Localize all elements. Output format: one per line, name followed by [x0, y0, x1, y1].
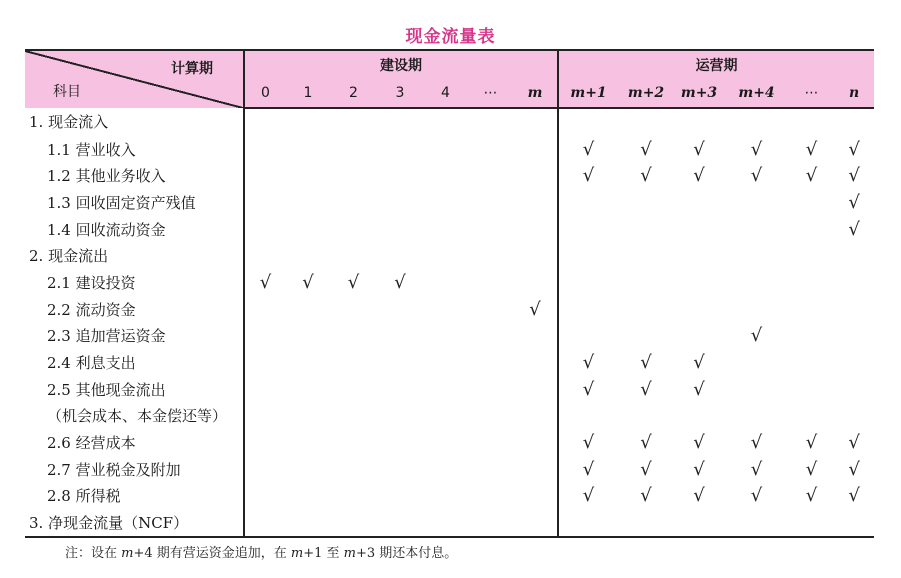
check-cell: √ — [582, 378, 595, 400]
check-cell — [286, 429, 330, 456]
check-cell — [468, 483, 513, 510]
check-cell: √ — [640, 485, 652, 507]
check-cell — [558, 403, 618, 430]
check-cell — [423, 136, 468, 163]
check-cell — [286, 376, 330, 403]
check-cell — [558, 296, 618, 323]
row-label: 2.5 其他现金流出 — [25, 376, 244, 403]
check-cell — [834, 296, 874, 323]
check-cell: √ — [848, 138, 860, 160]
row-label: 2.8 所得税 — [25, 483, 244, 510]
check-cell — [674, 216, 724, 243]
check-cell — [330, 349, 377, 376]
check-cell — [558, 269, 618, 296]
note-text: +1 至 — [303, 546, 344, 561]
check-cell — [330, 242, 377, 269]
check-cell: √ — [582, 485, 595, 507]
check-cell — [513, 456, 558, 483]
check-cell — [724, 189, 789, 216]
check-cell: √ — [640, 138, 652, 160]
check-cell — [513, 509, 558, 537]
check-cell — [513, 162, 558, 189]
check-cell: √ — [582, 352, 595, 374]
check-cell — [244, 108, 286, 136]
check-cell — [244, 349, 286, 376]
check-cell — [423, 349, 468, 376]
check-cell — [330, 509, 377, 537]
check-cell — [244, 136, 286, 163]
check-cell — [558, 242, 618, 269]
table-row — [25, 269, 874, 296]
item-label: 科目 — [53, 84, 81, 100]
period-header-cell: m+3 — [674, 79, 724, 108]
check-cell — [834, 108, 874, 136]
check-cell — [558, 323, 618, 350]
check-cell: √ — [640, 458, 652, 480]
check-cell — [674, 108, 724, 136]
table-row — [25, 349, 874, 376]
check-cell — [724, 269, 789, 296]
check-cell — [286, 242, 330, 269]
check-cell — [286, 349, 330, 376]
check-cell — [513, 136, 558, 163]
check-cell — [789, 349, 834, 376]
row-label: 2.1 建设投资 — [25, 269, 244, 296]
check-cell — [286, 216, 330, 243]
check-cell — [618, 269, 674, 296]
check-cell — [377, 242, 423, 269]
check-cell: √ — [640, 352, 652, 374]
check-cell — [423, 269, 468, 296]
note-text: +3 期还本付息。 — [356, 546, 458, 561]
note-text: +4 期有营运资金追加，在 — [133, 546, 291, 561]
check-cell — [423, 189, 468, 216]
table-row — [25, 376, 874, 403]
check-cell: √ — [848, 165, 860, 187]
check-cell — [286, 456, 330, 483]
row-label: （机会成本、本金偿还等） — [25, 403, 244, 430]
check-cell — [330, 456, 377, 483]
table-row — [25, 189, 874, 216]
check-cell — [423, 296, 468, 323]
check-cell — [724, 509, 789, 537]
cash-flow-table — [25, 49, 874, 538]
check-cell — [423, 403, 468, 430]
table-row — [25, 509, 874, 537]
check-cell — [244, 483, 286, 510]
check-cell: √ — [582, 138, 595, 160]
period-header-cell: m+4 — [724, 79, 789, 108]
check-cell — [789, 296, 834, 323]
construction-period-header: 建设期 — [244, 50, 558, 79]
check-cell — [468, 296, 513, 323]
check-cell — [618, 323, 674, 350]
check-cell — [724, 403, 789, 430]
check-cell — [244, 323, 286, 350]
table-row — [25, 242, 874, 269]
check-cell: √ — [805, 432, 818, 454]
check-cell — [834, 349, 874, 376]
row-label: 1.4 回收流动资金 — [25, 216, 244, 243]
check-cell: √ — [693, 352, 705, 374]
table-row — [25, 429, 874, 456]
row-label: 2.3 追加营运资金 — [25, 323, 244, 350]
table-row — [25, 108, 874, 136]
check-cell — [513, 189, 558, 216]
period-header-cell: ⋯ — [789, 79, 834, 108]
check-cell — [789, 242, 834, 269]
check-cell — [558, 509, 618, 537]
check-cell: √ — [805, 138, 818, 160]
check-cell: √ — [693, 432, 705, 454]
check-cell: √ — [513, 296, 558, 323]
check-cell — [468, 429, 513, 456]
check-cell — [789, 269, 834, 296]
check-cell — [674, 403, 724, 430]
check-cell — [834, 242, 874, 269]
check-cell: √ — [302, 271, 314, 293]
check-cell — [244, 162, 286, 189]
period-header-cell: m+2 — [618, 79, 674, 108]
check-cell — [330, 162, 377, 189]
row-label: 1.3 回收固定资产残值 — [25, 189, 244, 216]
check-cell — [513, 269, 558, 296]
check-cell — [558, 216, 618, 243]
check-cell: √ — [693, 378, 705, 400]
check-cell — [834, 376, 874, 403]
row-label: 1.1 营业收入 — [25, 136, 244, 163]
note-var: m — [343, 546, 356, 561]
check-cell — [468, 216, 513, 243]
check-cell — [244, 456, 286, 483]
check-cell — [286, 296, 330, 323]
check-cell — [423, 242, 468, 269]
row-label: 2.7 营业税金及附加 — [25, 456, 244, 483]
check-cell — [286, 509, 330, 537]
check-cell — [286, 162, 330, 189]
check-cell — [724, 376, 789, 403]
check-cell — [330, 216, 377, 243]
check-cell — [674, 509, 724, 537]
check-cell — [377, 189, 423, 216]
check-cell — [330, 189, 377, 216]
period-header-cell: m+1 — [558, 79, 618, 108]
check-cell — [377, 216, 423, 243]
period-header-cell: n — [834, 79, 874, 108]
check-cell — [789, 509, 834, 537]
check-cell — [423, 483, 468, 510]
check-cell: √ — [582, 165, 595, 187]
note-var: m — [121, 546, 134, 561]
check-cell — [286, 323, 330, 350]
table-row — [25, 456, 874, 483]
check-cell — [330, 108, 377, 136]
check-cell — [244, 429, 286, 456]
check-cell — [558, 108, 618, 136]
check-cell — [724, 242, 789, 269]
check-cell — [513, 376, 558, 403]
check-cell — [330, 429, 377, 456]
check-cell: √ — [805, 458, 818, 480]
row-label: 3. 净现金流量（NCF） — [25, 509, 244, 537]
check-cell — [377, 108, 423, 136]
check-cell: √ — [750, 165, 763, 187]
check-cell — [468, 509, 513, 537]
period-header-cell: 4 — [423, 79, 468, 108]
check-cell — [286, 403, 330, 430]
check-cell — [468, 162, 513, 189]
check-cell — [330, 483, 377, 510]
check-cell — [558, 189, 618, 216]
check-cell: √ — [693, 485, 705, 507]
check-cell — [377, 376, 423, 403]
note-text: 注：设在 — [65, 546, 122, 561]
check-cell: √ — [640, 432, 652, 454]
check-cell — [513, 483, 558, 510]
table-header — [25, 50, 874, 108]
check-cell: √ — [640, 378, 652, 400]
check-cell — [789, 323, 834, 350]
check-cell: √ — [750, 138, 763, 160]
check-cell — [286, 189, 330, 216]
check-cell — [244, 376, 286, 403]
check-cell — [618, 108, 674, 136]
check-cell: √ — [848, 485, 860, 507]
check-cell — [724, 216, 789, 243]
check-cell — [423, 376, 468, 403]
table-row — [25, 403, 874, 430]
table-row — [25, 216, 874, 243]
check-cell: √ — [347, 271, 360, 293]
check-cell — [423, 456, 468, 483]
check-cell — [468, 376, 513, 403]
check-cell — [513, 429, 558, 456]
footnote — [65, 542, 457, 561]
check-cell — [468, 456, 513, 483]
check-cell — [724, 296, 789, 323]
check-cell: √ — [848, 458, 860, 480]
check-cell — [513, 323, 558, 350]
check-cell — [377, 323, 423, 350]
check-cell: √ — [640, 165, 652, 187]
check-cell — [468, 108, 513, 136]
check-cell — [724, 349, 789, 376]
check-cell — [468, 403, 513, 430]
check-cell — [377, 429, 423, 456]
check-cell — [423, 162, 468, 189]
check-cell — [423, 216, 468, 243]
check-cell — [244, 242, 286, 269]
row-label: 2.4 利息支出 — [25, 349, 244, 376]
check-cell — [834, 323, 874, 350]
check-cell — [513, 403, 558, 430]
check-cell — [513, 242, 558, 269]
period-header-cell: ⋯ — [468, 79, 513, 108]
check-cell: √ — [582, 458, 595, 480]
check-cell — [674, 242, 724, 269]
check-cell — [789, 108, 834, 136]
check-cell: √ — [750, 458, 763, 480]
check-cell — [377, 456, 423, 483]
check-cell — [618, 403, 674, 430]
check-cell — [244, 296, 286, 323]
check-cell — [286, 136, 330, 163]
check-cell — [674, 189, 724, 216]
check-cell — [330, 323, 377, 350]
check-cell — [244, 189, 286, 216]
check-cell — [377, 483, 423, 510]
check-cell: √ — [805, 485, 818, 507]
corner-header — [25, 50, 244, 108]
check-cell — [286, 483, 330, 510]
check-cell — [377, 296, 423, 323]
check-cell — [330, 403, 377, 430]
check-cell — [377, 509, 423, 537]
period-header-cell: m — [513, 79, 558, 108]
check-cell — [377, 403, 423, 430]
check-cell — [674, 323, 724, 350]
check-cell — [618, 296, 674, 323]
cash-flow-table-container — [25, 49, 874, 538]
check-cell: √ — [693, 165, 705, 187]
check-cell — [286, 108, 330, 136]
period-header-cell: 3 — [377, 79, 423, 108]
period-header-cell: 0 — [244, 79, 286, 108]
check-cell — [330, 296, 377, 323]
check-cell — [423, 429, 468, 456]
check-cell — [513, 349, 558, 376]
check-cell — [244, 216, 286, 243]
check-cell — [377, 349, 423, 376]
check-cell — [468, 136, 513, 163]
check-cell — [724, 108, 789, 136]
check-cell — [674, 269, 724, 296]
check-cell — [468, 349, 513, 376]
period-header-cell: 1 — [286, 79, 330, 108]
check-cell: √ — [750, 485, 763, 507]
check-cell — [423, 509, 468, 537]
check-cell — [513, 216, 558, 243]
check-cell — [330, 136, 377, 163]
table-row — [25, 323, 874, 350]
check-cell — [789, 189, 834, 216]
check-cell — [618, 242, 674, 269]
period-header-cell: 2 — [330, 79, 377, 108]
check-cell: √ — [693, 458, 705, 480]
check-cell — [834, 403, 874, 430]
check-cell — [330, 376, 377, 403]
table-row — [25, 136, 874, 163]
check-cell — [618, 189, 674, 216]
check-cell — [789, 403, 834, 430]
table-body — [25, 108, 874, 537]
table-row — [25, 483, 874, 510]
table-row — [25, 162, 874, 189]
check-cell: √ — [848, 191, 860, 213]
check-cell: √ — [394, 271, 406, 293]
check-cell — [244, 509, 286, 537]
check-cell — [377, 162, 423, 189]
check-cell: √ — [848, 432, 860, 454]
check-cell — [423, 108, 468, 136]
row-label: 2. 现金流出 — [25, 242, 244, 269]
check-cell: √ — [693, 138, 705, 160]
calc-period-label: 计算期 — [171, 61, 213, 77]
row-label: 2.2 流动资金 — [25, 296, 244, 323]
row-label: 1. 现金流入 — [25, 108, 244, 136]
check-cell — [468, 189, 513, 216]
check-cell — [834, 269, 874, 296]
check-cell: √ — [582, 432, 595, 454]
table-row — [25, 296, 874, 323]
check-cell: √ — [750, 432, 763, 454]
check-cell — [377, 136, 423, 163]
check-cell — [513, 108, 558, 136]
check-cell: √ — [848, 218, 860, 240]
row-label: 2.6 经营成本 — [25, 429, 244, 456]
operation-period-header: 运营期 — [558, 50, 874, 79]
check-cell — [834, 509, 874, 537]
check-cell — [468, 242, 513, 269]
check-cell — [468, 323, 513, 350]
check-cell: √ — [805, 165, 818, 187]
check-cell — [244, 403, 286, 430]
row-label: 1.2 其他业务收入 — [25, 162, 244, 189]
check-cell — [674, 296, 724, 323]
check-cell — [618, 509, 674, 537]
check-cell — [468, 269, 513, 296]
check-cell — [423, 323, 468, 350]
check-cell — [789, 376, 834, 403]
note-var: m — [290, 546, 304, 561]
check-cell — [789, 216, 834, 243]
check-cell — [618, 216, 674, 243]
check-cell: √ — [750, 325, 763, 347]
table-title: 现金流量表 — [405, 27, 496, 47]
check-cell: √ — [259, 271, 272, 293]
